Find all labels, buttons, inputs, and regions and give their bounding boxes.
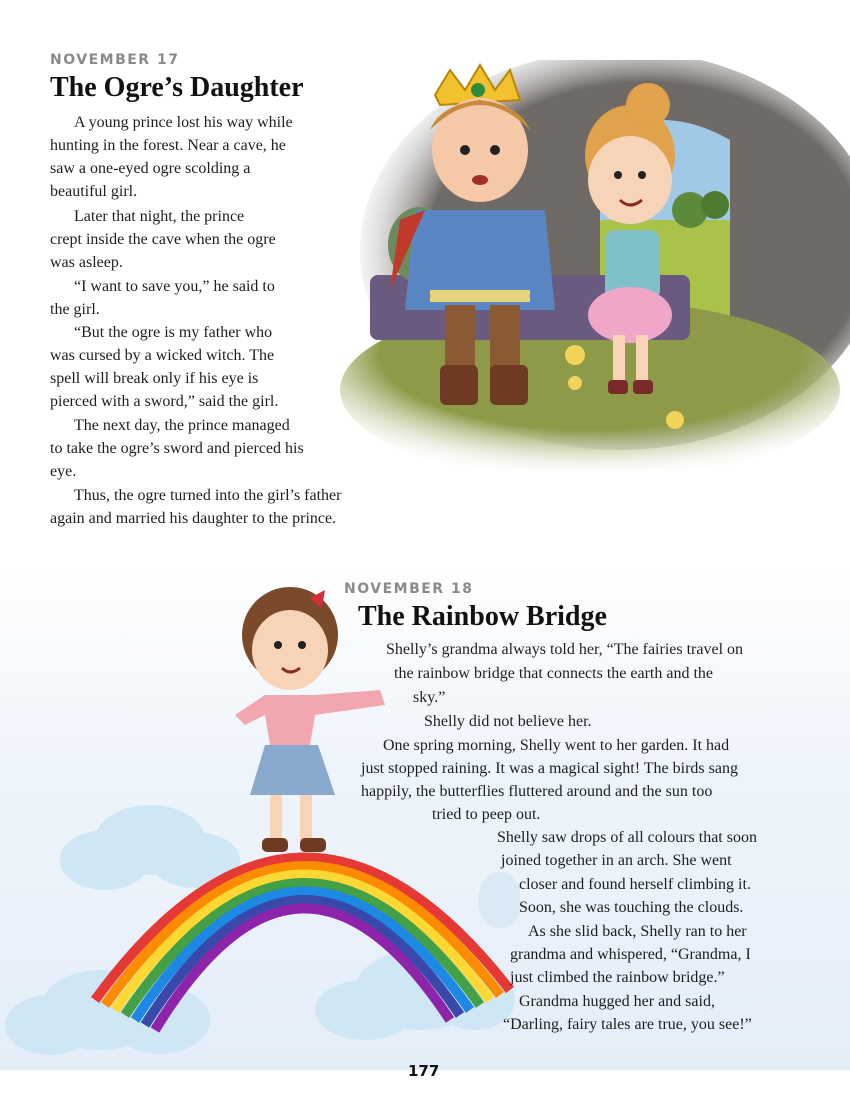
page-number: 177 — [408, 1062, 440, 1080]
story2-line: Grandma hugged her and said, — [519, 993, 715, 1010]
story2-line: sky.” — [413, 689, 446, 706]
story2-line: tried to peep out. — [432, 806, 541, 823]
story1-line: crept inside the cave when the ogre — [50, 231, 276, 248]
story2-line: Shelly saw drops of all colours that soon — [497, 829, 757, 846]
story1-line: the girl. — [50, 301, 100, 318]
story1-line: pierced with a sword,” said the girl. — [50, 393, 279, 410]
story2-line: Shelly’s grandma always told her, “The fairies travel on — [386, 641, 744, 658]
rainbow — [95, 857, 510, 1030]
story2-line: One spring morning, Shelly went to her garden. It had — [383, 737, 730, 754]
story2-line: just stopped raining. It was a magical sight! The birds sang — [361, 760, 738, 777]
bush — [701, 191, 729, 219]
story1-line: Later that night, the prince — [74, 208, 245, 225]
story1-line: A young prince lost his way while — [74, 114, 293, 131]
story1-line: beautiful girl. — [50, 183, 138, 200]
story2-line: “Darling, fairy tales are true, you see!” — [503, 1016, 752, 1033]
cloud — [60, 805, 240, 890]
story1-line: again and married his daughter to the prince. — [50, 510, 337, 527]
story1-line: to take the ogre’s sword and pierced his — [50, 440, 304, 457]
shelly — [235, 587, 385, 852]
story1-line: was asleep. — [50, 254, 123, 271]
story2-date: NOVEMBER 18 — [344, 581, 474, 597]
story2-line: Soon, she was touching the clouds. — [519, 899, 744, 916]
story1-line: saw a one-eyed ogre scolding a — [50, 160, 251, 177]
story2-line: the rainbow bridge that connects the earth and the — [394, 665, 713, 682]
story2-title: The Rainbow Bridge — [358, 601, 607, 632]
story2-line: As she slid back, Shelly ran to her — [528, 923, 747, 940]
story1-line: “I want to save you,” he said to — [74, 278, 275, 295]
story1-line: was cursed by a wicked witch. The — [50, 347, 275, 364]
story1-line: “But the ogre is my father who — [74, 324, 273, 341]
prince-and-girl-illustration — [330, 60, 850, 470]
story2-line: happily, the butterflies fluttered around and the sun too — [361, 783, 713, 800]
story2-line: just climbed the rainbow bridge.” — [510, 969, 725, 986]
story2-line: joined together in an arch. She went — [501, 852, 732, 869]
story1-title: The Ogre’s Daughter — [50, 72, 304, 103]
story2-line: Shelly did not believe her. — [424, 713, 592, 730]
story2-line: closer and found herself climbing it. — [519, 876, 751, 893]
story1-line: eye. — [50, 463, 77, 480]
story1-date: NOVEMBER 17 — [50, 52, 180, 68]
flower — [568, 376, 582, 390]
flower — [666, 411, 684, 429]
flower — [565, 345, 585, 365]
story2-line: grandma and whispered, “Grandma, I — [510, 946, 751, 963]
story1-line: The next day, the prince managed — [74, 417, 290, 434]
cloud — [478, 872, 520, 928]
story1-line: hunting in the forest. Near a cave, he — [50, 137, 286, 154]
story1-line: spell will break only if his eye is — [50, 370, 259, 387]
story1-line: Thus, the ogre turned into the girl’s father — [74, 487, 342, 504]
